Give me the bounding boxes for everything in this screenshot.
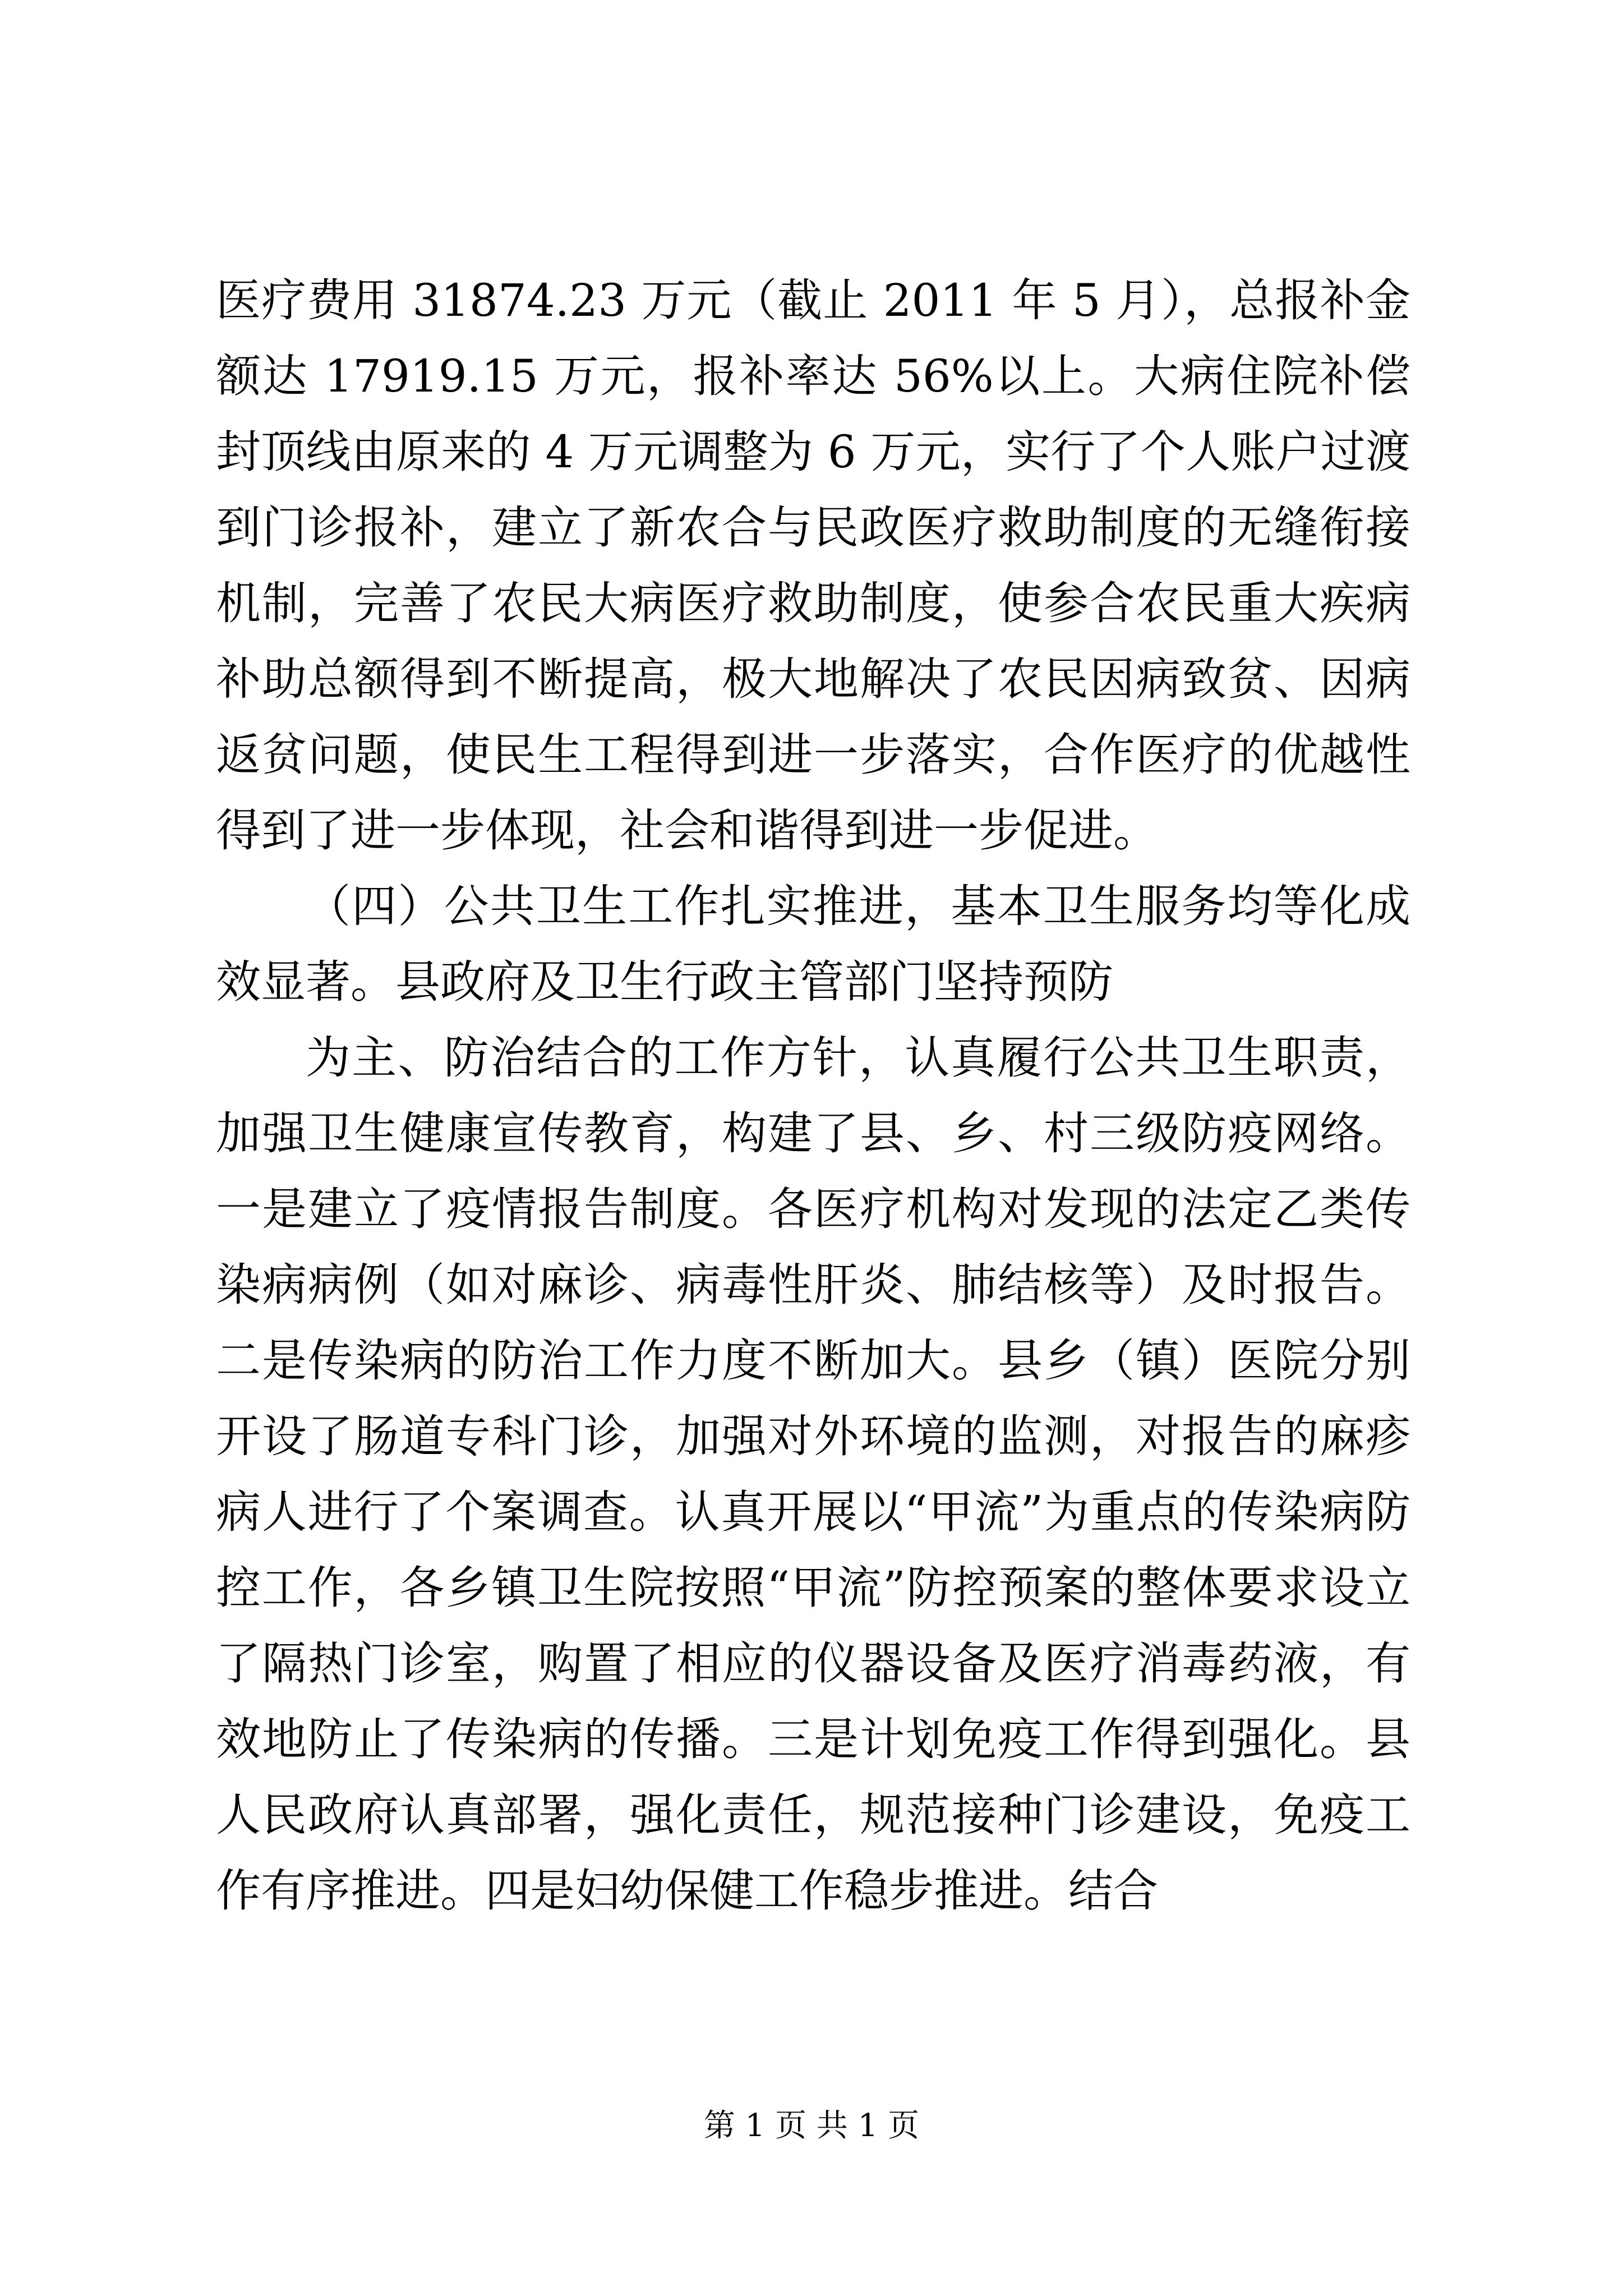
paragraph-medical-expenses: 医疗费用 31874.23 万元（截止 2011 年 5 月），总报补金额达 17919.15 万元，报补率达 56%以上。大病住院补偿封顶线由原来的 4 万元调整为 6 万元，实行了个人账户过渡到门诊报补，建立了新农合与民政医疗救助制度的无缝衔接机制，完善了农民大病医疗救助制度，使参合农民重大疾病补助总额得到不断提高，极大地解决了农民因病致贫、因病返贫问题，使民生工程得到进一步落实，合作医疗的优越性得到了进一步体现，社会和谐得到进一步促进。 xyxy=(216,274,1410,857)
page-footer xyxy=(0,2106,1623,2146)
document-body xyxy=(216,263,1410,1929)
paragraph-prevention-work: 为主、防治结合的工作方针，认真履行公共卫生职责，加强卫生健康宣传教育，构建了县、乡、村三级防疫网络。一是建立了疫情报告制度。各医疗机构对发现的法定乙类传染病病例（如对麻诊、病毒性肝炎、肺结核等）及时报告。二是传染病的防治工作力度不断加大。县乡（镇）医院分别开设了肠道专科门诊，加强对外环境的监测，对报告的麻疹病人进行了个案调查。认真开展以“甲流”为重点的传染病防控工作，各乡镇卫生院按照“甲流”防控预案的整体要求设立了隔热门诊室，购置了相应的仪器设备及医疗消毒药液，有效地防止了传染病的传播。三是计划免疫工作得到强化。县人民政府认真部署，强化责任，规范接种门诊建设，免疫工作有序推进。四是妇幼保健工作稳步推进。结合 xyxy=(216,1032,1410,1917)
paragraph-public-health-heading: （四）公共卫生工作扎实推进，基本卫生服务均等化成效显著。县政府及卫生行政主管部门坚持预防 xyxy=(216,880,1410,1008)
page-number-label: 第 1 页 共 1 页 xyxy=(703,2108,920,2144)
